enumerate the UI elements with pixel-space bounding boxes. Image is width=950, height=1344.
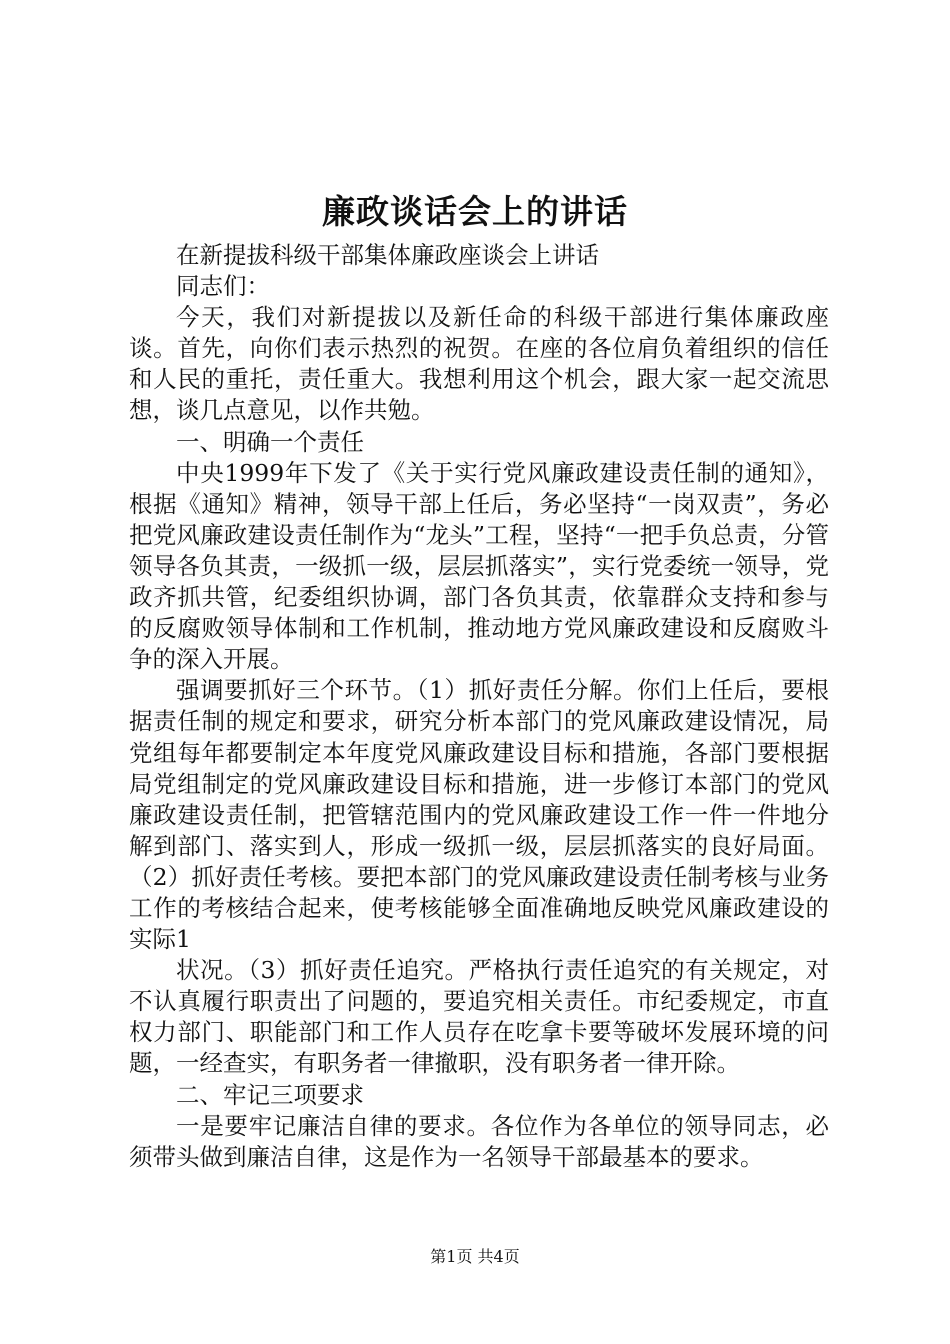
section-heading-1: 一、明确一个责任	[176, 427, 364, 456]
intro-paragraph: 今天，我们对新提拔以及新任命的科级干部进行集体廉政座谈。首先，向你们表示热烈的祝贺。在座的各位肩负着组织的信任和人民的重托，责任重大。我想利用这个机会，跟大家一起交流思想，谈几点意见，以作共勉。	[129, 303, 829, 425]
document-title: 廉政谈话会上的讲话	[322, 192, 628, 231]
document-body	[129, 240, 829, 1173]
page-number-footer: 第1页 共4页	[430, 1247, 520, 1266]
body-paragraph-continued: 状况。（3）抓好责任追究。严格执行责任追究的有关规定，对不认真履行职责出了问题的，要追究相关责任。市纪委规定，市直权力部门、职能部门和工作人员存在吃拿卡要等破坏发展环境的问题，一经查实，有职务者一律撤职，没有职务者一律开除。	[129, 956, 829, 1078]
body-paragraph: 强调要抓好三个环节。（1）抓好责任分解。你们上任后，要根据责任制的规定和要求，研究分析本部门的党风廉政建设情况，局党组每年都要制定本年度党风廉政建设目标和措施，各部门要根据局党组制定的党风廉政建设目标和措施，进一步修订本部门的党风廉政建设责任制，把管辖范围内的党风廉政建设工作一件一件地分解到部门、落实到人，形成一级抓一级，层层抓落实的良好局面。（2）抓好责任考核。要把本部门的党风廉政建设责任制考核与业务工作的考核结合起来，使考核能够全面准确地反映党风廉政建设的实际1	[129, 676, 829, 954]
body-paragraph: 中央1999年下发了《关于实行党风廉政建设责任制的通知》，根据《通知》精神，领导干部上任后，务必坚持“一岗双责”，务必把党风廉政建设责任制作为“龙头”工程，坚持“一把手负总责，分管领导各负其责，一级抓一级，层层抓落实”，实行党委统一领导，党政齐抓共管，纪委组织协调，部门各负其责，依靠群众支持和参与的反腐败领导体制和工作机制，推动地方党风廉政建设和反腐败斗争的深入开展。	[129, 458, 829, 674]
body-paragraph: 一是要牢记廉洁自律的要求。各位作为各单位的领导同志，必须带头做到廉洁自律，这是作为一名领导干部最基本的要求。	[129, 1111, 829, 1171]
subtitle-paragraph: 在新提拔科级干部集体廉政座谈会上讲话	[176, 241, 599, 269]
salutation-paragraph: 同志们：	[176, 272, 270, 301]
section-heading-2: 二、牢记三项要求	[176, 1080, 364, 1109]
